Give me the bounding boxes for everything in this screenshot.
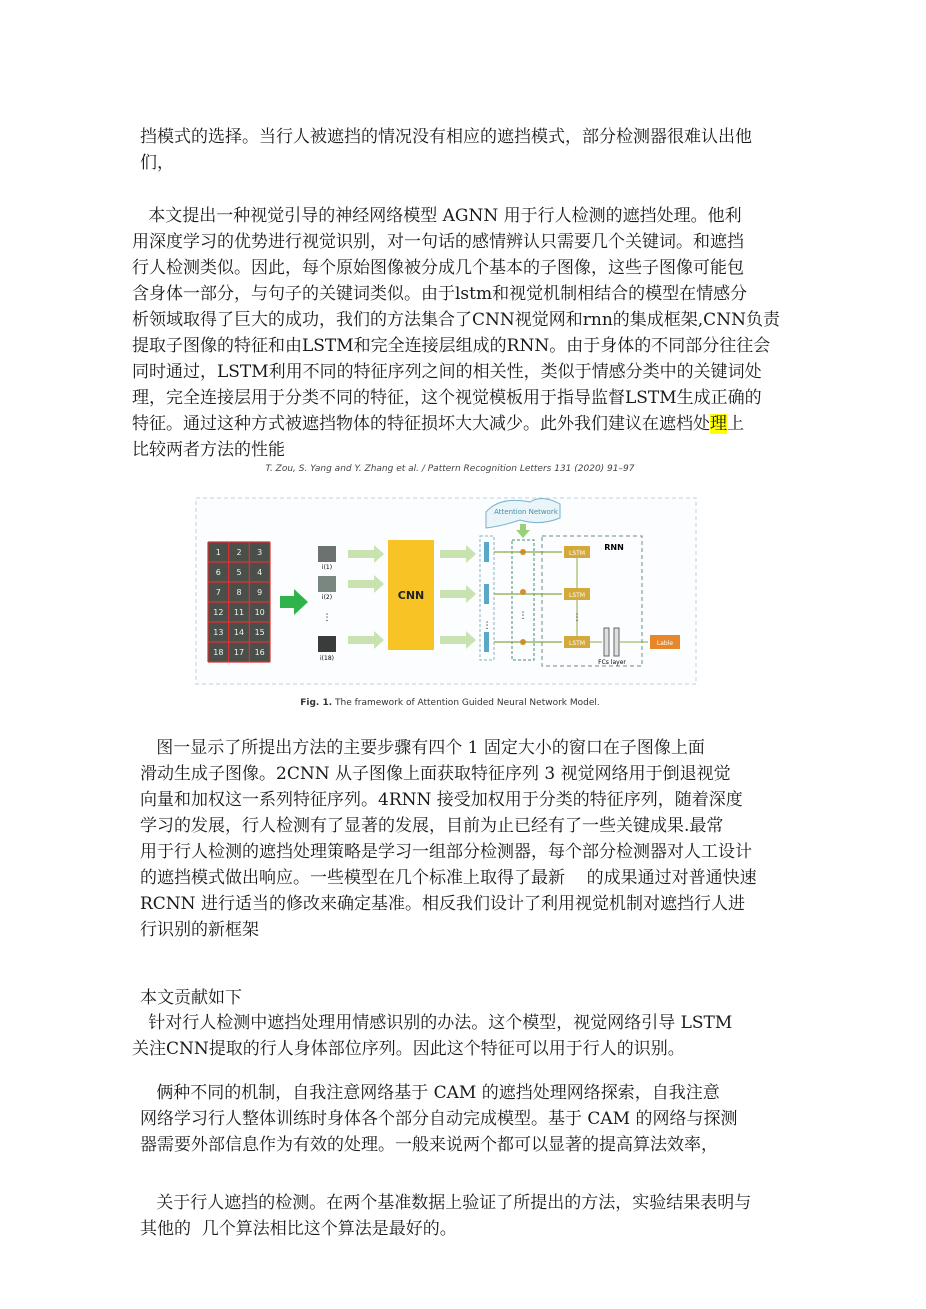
lstm-label: LSTM — [569, 550, 585, 557]
grid-number: 3 — [257, 548, 263, 557]
grid-number: 17 — [233, 648, 245, 657]
grid-number: 2 — [236, 548, 242, 557]
highlighted-char: 理 — [710, 414, 727, 434]
grid-number: 14 — [233, 628, 245, 637]
caption-label: Fig. 1. — [300, 698, 333, 708]
paragraph-4: 本文贡献如下 — [140, 988, 242, 1008]
grid-number: 4 — [257, 568, 263, 577]
cnn-label: CNN — [397, 589, 425, 602]
figure-caption — [190, 698, 710, 708]
grid-number: 16 — [254, 648, 265, 657]
sub-label: i(2) — [321, 594, 333, 601]
fc-layer — [604, 628, 609, 656]
paragraph-3: 图一显示了所提出方法的主要步骤有四个 1 固定大小的窗口在子图像上面 滑动生成子图像。2CNN 从子图像上面获取特征序列 3 视觉网络用于倒退视觉 向量和加权这一系列特征序列。4RNN 接受加权用于分类的特征序列，随着深度 学习的发展，行人检测有了显著的发展，目前为止已经有了一些关键成果.最常 用于行人检测的遮挡处理策略是学习一组部分检测器，每个部分检测器对人工设计 的遮挡模式做出响应。一些模型在几个标准上取得了最新 的成果通过对普通快速 RCNN 进行适当的修改来确定基准。相反我们设计了利用视觉机制对遮挡行人进 行识别的新框架 — [140, 738, 757, 940]
lstm-label: LSTM — [569, 640, 585, 647]
grid-number: 18 — [213, 648, 224, 657]
grid-number: 9 — [257, 588, 263, 597]
paragraph-5: 针对行人检测中遮挡处理用情感识别的办法。这个模型，视觉网络引导 LSTM 关注CNN提取的行人身体部位序列。因此这个特征可以用于行人的识别。 — [132, 1013, 733, 1059]
paragraph-2-text-a: 本文提出一种视觉引导的神经网络模型 AGNN 用于行人检测的遮挡处理。他利 用深度学习的优势进行视觉识别，对一句话的感情辨认只需要几个关键词。和遮挡 行人检测类似。因此，每个原始图像被分成几个基本的子图像，这些子图像可能包 含身体一部分，与句子的关键词类似。由于lstm和视觉机制相结合的模型在情感分 析领域取得了巨大的成功，我们的方法集合了CNN视觉网和rnn的集成框架,CNN负责 提取子图像的特征和由LSTM和完全连接层组成的RNN。由于身体的不同部分往往会 同时通过，LSTM利用不同的特征序列之间的相关性，类似于情感分类中的关键词处 理，完全连接层用于分类不同的特征，这个视觉模板用于指导监督LSTM生成正确的 特征。通过这种方式被遮挡物体的特征损坏大大减少。此外我们建议在遮档处 — [132, 206, 780, 434]
paragraph-2-text-b: 上 比较两者方法的性能 — [132, 414, 744, 460]
rnn-label: RNN — [604, 543, 624, 552]
fc-layer — [614, 628, 619, 656]
sub-image — [318, 546, 336, 562]
sub-label: i(18) — [320, 655, 334, 662]
fcs-label: FCs layer — [598, 659, 626, 666]
caption-text: The framework of Attention Guided Neural Network Model. — [332, 698, 600, 708]
paragraph-2 — [132, 203, 852, 463]
framework-diagram — [190, 478, 710, 698]
grid-number: 15 — [254, 628, 265, 637]
sub-label: ⋮ — [322, 613, 332, 623]
sub-image — [318, 576, 336, 592]
paragraph-6: 俩种不同的机制，自我注意网络基于 CAM 的遮挡处理网络探索，自我注意 网络学习行人整体训练时身体各个部分自动完成模型。基于 CAM 的网络与探测 器需要外部信息作为有效的处理。一般来说两个都可以显著的提高算法效率， — [140, 1083, 738, 1155]
grid-number: 12 — [213, 608, 224, 617]
attention-label: Attention Network — [494, 508, 558, 516]
paragraph-7: 关于行人遮挡的检测。在两个基准数据上验证了所提出的方法，实验结果表明与 其他的 几个算法相比这个算法是最好的。 — [140, 1193, 752, 1239]
grid-number: 13 — [213, 628, 224, 637]
figure-header: T. Zou, S. Yang and Y. Zhang et al. / Pattern Recognition Letters 131 (2020) 91–97 — [265, 464, 635, 474]
svg-text:⋮: ⋮ — [518, 611, 528, 621]
grid-number: 8 — [236, 588, 242, 597]
grid-number: 1 — [215, 548, 221, 557]
grid-number: 6 — [215, 568, 221, 577]
grid-number: 10 — [254, 608, 265, 617]
lstm-label: LSTM — [569, 592, 585, 599]
sub-image — [318, 636, 336, 652]
paragraph-1: 挡模式的选择。当行人被遮挡的情况没有相应的遮挡模式，部分检测器很难认出他 们， — [140, 127, 752, 173]
svg-text:⋮: ⋮ — [572, 613, 582, 623]
grid-number: 5 — [236, 568, 242, 577]
sub-label: i(1) — [321, 564, 333, 571]
lable-label: Lable — [656, 640, 674, 647]
figure-1 — [190, 460, 710, 720]
svg-text:⋮: ⋮ — [482, 621, 492, 631]
grid-number: 7 — [215, 588, 221, 597]
grid-number: 11 — [233, 608, 245, 617]
